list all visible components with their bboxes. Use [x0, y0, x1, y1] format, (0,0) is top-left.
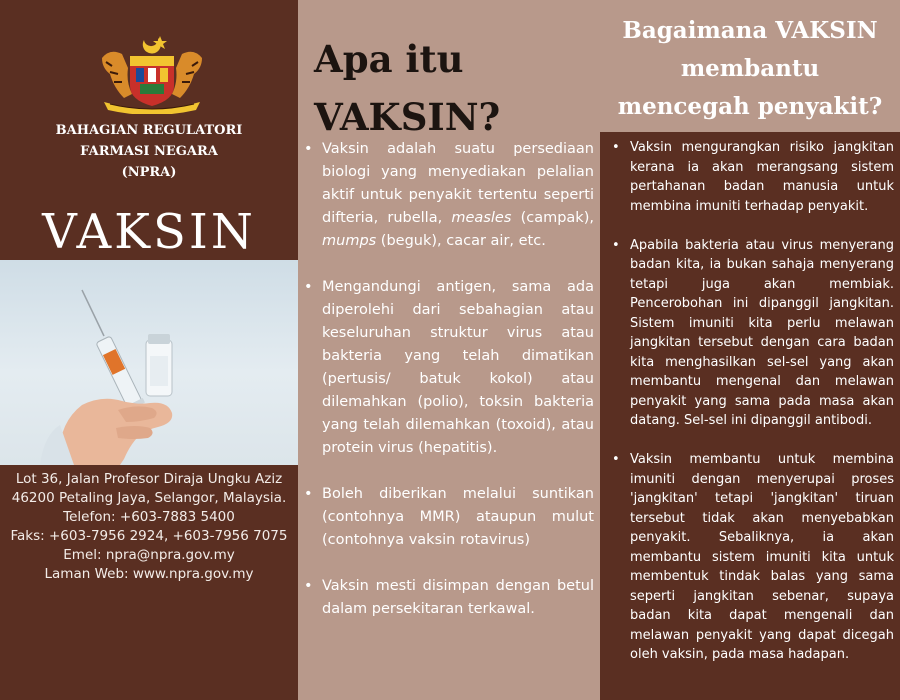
org-line-1: BAHAGIAN REGULATORI	[55, 123, 243, 138]
org-line-2: FARMASI NEGARA	[80, 144, 218, 159]
bullet-text: Vaksin adalah suatu persediaan biologi yang menyediakan pelalian aktif untuk penyakit tertentu seperti difteria, rubella,	[322, 141, 594, 226]
right-title-line-1: Bagaimana VAKSIN	[622, 17, 878, 44]
contact-email[interactable]: Emel: npra@npra.gov.my	[63, 547, 235, 563]
main-title: VAKSIN	[42, 204, 256, 260]
right-title-line-2: membantu	[680, 55, 820, 82]
contact-website[interactable]: Laman Web: www.npra.gov.my	[44, 566, 254, 582]
middle-title-line-1: Apa itu	[314, 37, 464, 81]
right-title	[600, 12, 900, 126]
bullet-text-italic: measles	[451, 210, 512, 226]
vaccine-photo	[0, 260, 298, 465]
syringe-vial-illustration-icon	[0, 260, 298, 465]
middle-bullet-list	[302, 138, 598, 644]
right-title-line-3: mencegah penyakit?	[617, 93, 883, 120]
contact-address-2: 46200 Petaling Jaya, Selangor, Malaysia.	[11, 490, 287, 506]
right-bullet-list	[610, 138, 894, 684]
org-line-3: (NPRA)	[121, 165, 177, 180]
list-item	[302, 138, 598, 253]
contact-info	[0, 470, 298, 584]
list-item: • Vaksin mesti disimpan dengan betul dalam persekitaran terkawal.	[302, 575, 598, 621]
organization-name	[0, 120, 298, 183]
contact-address-1: Lot 36, Jalan Profesor Diraja Ungku Aziz	[15, 471, 283, 487]
list-item: • Mengandungi antigen, sama ada diperolehi dari sebahagian atau keseluruhan struktur virus atau bakteria yang telah dimatikan (pertusis/ batuk kokol) atau dilemahkan (polio), toksin bakteria yang telah dilemahkan (toxoid), atau protein virus (hepatitis).	[302, 276, 598, 460]
contact-fax: Faks: +603-7956 2924, +603-7956 7075	[10, 528, 288, 544]
list-item: • Boleh diberikan melalui suntikan (contohnya MMR) ataupun mulut (contohnya vaksin rotavirus)	[302, 483, 598, 552]
bullet-text: (beguk), cacar air, etc.	[376, 233, 546, 249]
bullet-text: (campak),	[511, 210, 594, 226]
bullet-text-italic: mumps	[322, 233, 377, 249]
list-item: • Vaksin membantu untuk membina imuniti dengan menyerupai proses 'jangkitan' tetapi 'jangkitan' tiruan tersebut tidak akan menyebabkan penyakit. Sebaliknya, ia akan membantu sistem imuniti kita untuk membentuk tindak balas yang sama seperti jangkitan sebenar, supaya badan kita dapat mengenali dan melawan penyakit yang dapat dicegah oleh vaksin, pada masa hadapan.	[610, 450, 894, 665]
list-item: • Vaksin mengurangkan risiko jangkitan kerana ia akan merangsang sistem pertahanan badan manusia untuk membina imuniti terhadap penyakit.	[610, 138, 894, 216]
middle-title-line-2: VAKSIN?	[314, 95, 501, 139]
coat-of-arms-icon	[96, 32, 208, 114]
contact-phone: Telefon: +603-7883 5400	[63, 509, 235, 525]
list-item: • Apabila bakteria atau virus menyerang badan kita, ia bukan sahaja menyerang tetapi juga akan membiak. Pencerobohan ini dipanggil jangkitan. Sistem imuniti kita perlu melawan jangkitan tersebut dengan cara badan kita menghasilkan sel-sel yang akan membantu mengenal dan melawan penyakit yang sama pada masa akan datang. Sel-sel ini dipanggil antibodi.	[610, 236, 894, 431]
middle-title	[314, 30, 594, 146]
